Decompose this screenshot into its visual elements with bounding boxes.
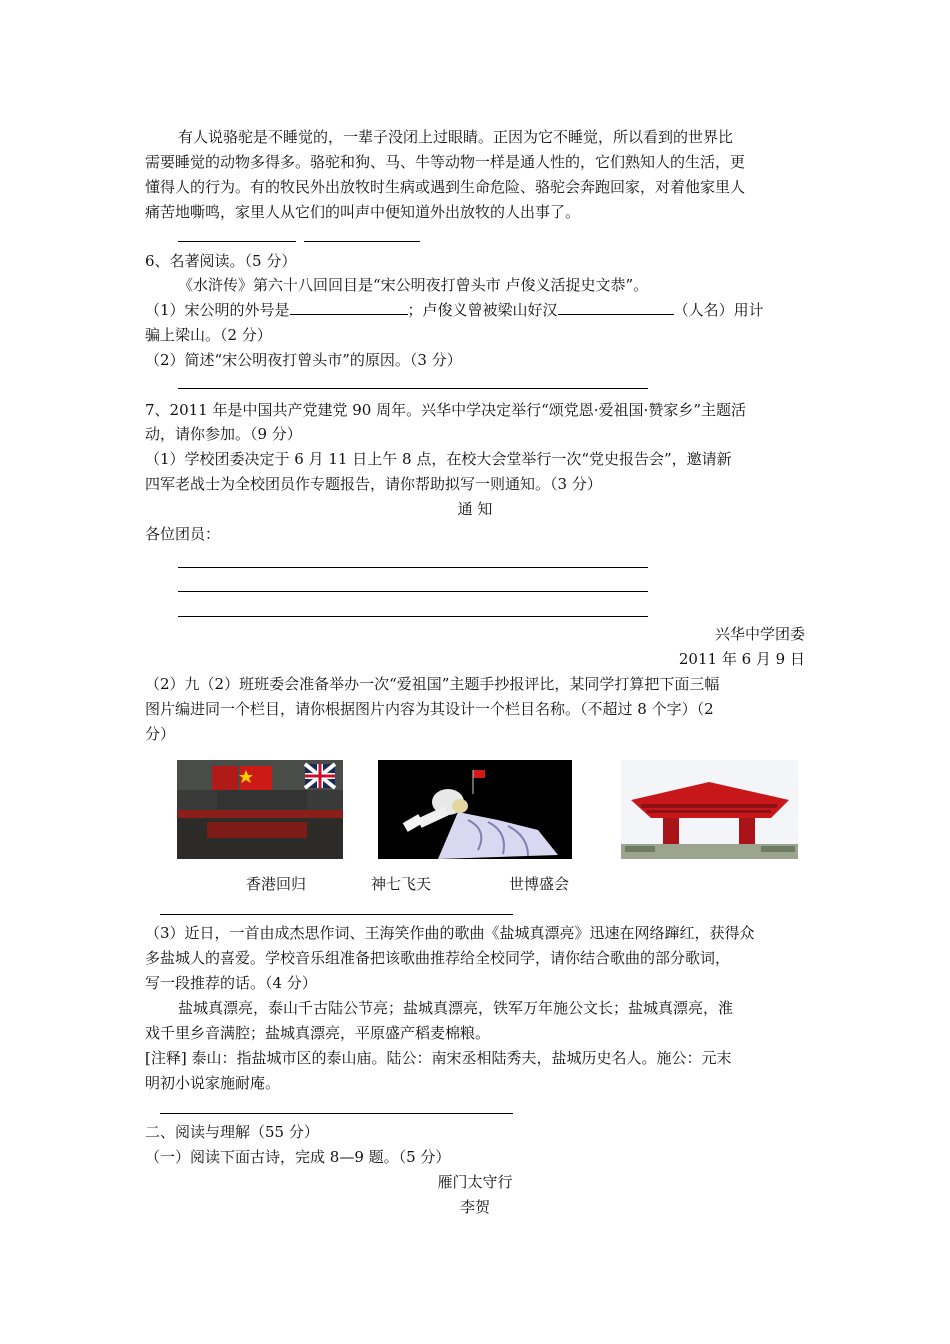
note-line: 明初小说家施耐庵。 [145,1074,281,1092]
q6-title: 6、名著阅读。（5 分） [145,252,297,270]
q7-sub2: 分） [145,725,176,743]
answer-line[interactable] [178,616,648,617]
lyrics-line: 戏千里乡音满腔；盐城真漂亮，平原盛产稻麦棉粮。 [145,1024,491,1042]
paragraph-line: 有人说骆驼是不睡觉的，一辈子没闭上过眼睛。正因为它不睡觉，所以看到的世界比 [178,128,734,146]
picture-caption: 世博盛会 [509,875,570,893]
shenzhou-spacewalk-photo [378,760,572,859]
q6-sub2: （2）简述“宋公明夜打曾头市”的原因。（3 分） [145,351,462,369]
picture-caption: 神七飞天 [371,875,432,893]
q7-sub1: （1）学校团委决定于 6 月 11 日上午 8 点，在校大会堂举行一次“党史报告会”，邀请新 [145,450,732,468]
q7-sub1: 四军老战士为全校团员作专题报告，请你帮助拟写一则通知。（3 分） [145,475,602,493]
paragraph-line: 需要睡觉的动物多得多。骆驼和狗、马、牛等动物一样是通人性的，它们熟知人的生活，更 [145,153,746,171]
q7-sub3: （3）近日，一首由成杰思作词、王海笑作曲的歌曲《盐城真漂亮》迅速在网络蹿红，获得众 [145,924,755,942]
answer-line[interactable] [178,388,648,389]
q7-sub3: 多盐城人的喜爱。学校音乐组准备把该歌曲推荐给全校同学，请你结合歌曲的部分歌词， [145,949,731,967]
lyrics-line: 盐城真漂亮，泰山千古陆公节亮；盐城真漂亮，铁军万年施公文长；盐城真漂亮，淮 [178,999,734,1017]
answer-line[interactable] [304,241,420,242]
notice-date: 2011 年 6 月 9 日 [678,650,805,668]
paragraph-line: 懂得人的行为。有的牧民外出放牧时生病或遇到生命危险、骆驼会奔跑回家，对着他家里人 [145,178,746,196]
q7-line: 动，请你参加。（9 分） [145,425,302,443]
picture-caption: 香港回归 [246,875,307,893]
hongkong-handover-photo [177,760,343,859]
answer-blank[interactable] [290,298,408,315]
note-line: [注释] 泰山：指盐城市区的泰山庙。陆公：南宋丞相陆秀夫，盐城历史名人。施公：元末 [145,1049,732,1067]
paragraph-line: 痛苦地嘶鸣，家里人从它们的叫声中便知道外出放牧的人出事了。 [145,203,581,221]
q7-line: 7、2011 年是中国共产党建党 90 周年。兴华中学决定举行“颂党恩·爱祖国·赞家乡”主题活 [145,401,746,419]
section-heading: 二、阅读与理解（55 分） [145,1123,319,1141]
notice-signer: 兴华中学团委 [714,625,805,643]
answer-line[interactable] [178,567,648,568]
answer-line[interactable] [178,241,296,242]
q6-sub1-text: （1）宋公明的外号是 [145,301,290,319]
notice-salutation: 各位团员： [145,525,221,543]
q6-sub1-text: （人名）用计 [673,301,764,319]
q6-sub1 [145,298,764,322]
section-subheading: （一）阅读下面古诗，完成 8—9 题。（5 分） [145,1148,451,1166]
q7-sub2: 图片编进同一个栏目，请你根据图片内容为其设计一个栏目名称。（不超过 8 个字）（2 [145,700,714,718]
answer-blank[interactable] [558,298,674,315]
expo-china-pavilion-photo [621,760,798,859]
answer-line[interactable] [160,914,513,915]
notice-title: 通 知 [457,500,493,518]
poem-title: 雁门太守行 [437,1173,513,1191]
q6-sub1-text: ；卢俊义曾被梁山好汉 [407,301,558,319]
q6-sub1-cont: 骗上梁山。（2 分） [145,326,272,344]
answer-line[interactable] [160,1113,513,1114]
q6-intro: 《水浒传》第六十八回回目是“宋公明夜打曾头市 卢俊义活捉史文恭”。 [178,276,649,294]
poem-author: 李贺 [459,1198,490,1216]
answer-line[interactable] [178,591,648,592]
q7-sub3: 写一段推荐的话。（4 分） [145,974,317,992]
q7-sub2: （2）九（2）班班委会准备举办一次“爱祖国”主题手抄报评比，某同学打算把下面三幅 [145,675,720,693]
